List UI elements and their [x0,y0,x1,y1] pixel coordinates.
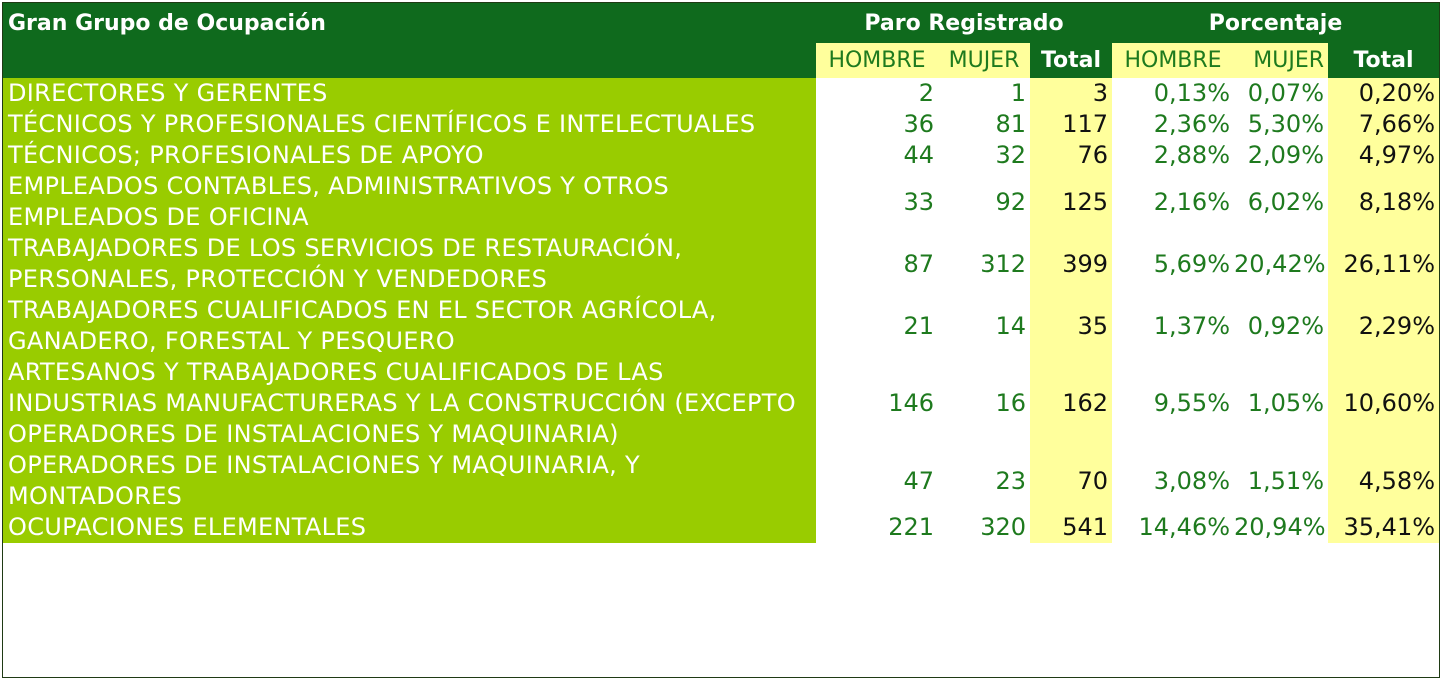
col-total: Total [1030,43,1112,78]
hombre-percent: 3,08% [1112,450,1234,512]
mujer-count: 23 [938,450,1030,512]
mujer-count: 1 [938,78,1030,109]
col-mujer-pct: MUJER [1234,43,1328,78]
occupation-name: TRABAJADORES CUALIFICADOS EN EL SECTOR AGRÍCOLA, GANADERO, FORESTAL Y PESQUERO [3,295,816,357]
hombre-count: 87 [816,233,938,295]
total-count: 35 [1030,295,1112,357]
mujer-percent: 2,09% [1234,140,1328,171]
group-paro-registrado: Paro Registrado [816,3,1112,43]
hombre-count: 36 [816,109,938,140]
mujer-percent: 1,05% [1234,357,1328,450]
total-count: 162 [1030,357,1112,450]
header-row-groups [3,3,1439,43]
mujer-percent: 6,02% [1234,171,1328,233]
col-hombre: HOMBRE [816,43,938,78]
total-count: 541 [1030,512,1112,543]
hombre-count: 47 [816,450,938,512]
col-total-pct: Total [1328,43,1439,78]
hombre-count: 146 [816,357,938,450]
table-row [3,78,1439,109]
total-percent: 2,29% [1328,295,1439,357]
table-row [3,295,1439,357]
hombre-percent: 1,37% [1112,295,1234,357]
occupation-name: TÉCNICOS Y PROFESIONALES CIENTÍFICOS E INTELECTUALES [3,109,816,140]
mujer-percent: 1,51% [1234,450,1328,512]
total-percent: 4,58% [1328,450,1439,512]
mujer-percent: 20,42% [1234,233,1328,295]
total-count: 117 [1030,109,1112,140]
mujer-percent: 0,92% [1234,295,1328,357]
occupation-name: DIRECTORES Y GERENTES [3,78,816,109]
total-percent: 4,97% [1328,140,1439,171]
occupation-name: EMPLEADOS CONTABLES, ADMINISTRATIVOS Y OTROS EMPLEADOS DE OFICINA [3,171,816,233]
occupation-name: TÉCNICOS; PROFESIONALES DE APOYO [3,140,816,171]
hombre-count: 21 [816,295,938,357]
hombre-percent: 9,55% [1112,357,1234,450]
total-count: 3 [1030,78,1112,109]
hombre-count: 44 [816,140,938,171]
group-porcentaje: Porcentaje [1112,3,1439,43]
total-percent: 10,60% [1328,357,1439,450]
occupation-name: TRABAJADORES DE LOS SERVICIOS DE RESTAURACIÓN, PERSONALES, PROTECCIÓN Y VENDEDORES [3,233,816,295]
total-count: 70 [1030,450,1112,512]
table-row [3,512,1439,543]
total-percent: 7,66% [1328,109,1439,140]
total-count: 125 [1030,171,1112,233]
mujer-count: 92 [938,171,1030,233]
mujer-count: 320 [938,512,1030,543]
table-row [3,109,1439,140]
hombre-percent: 14,46% [1112,512,1234,543]
mujer-count: 14 [938,295,1030,357]
table-row [3,140,1439,171]
table-row [3,233,1439,295]
total-count: 76 [1030,140,1112,171]
table-row [3,171,1439,233]
mujer-count: 81 [938,109,1030,140]
hombre-count: 33 [816,171,938,233]
occupation-name: OPERADORES DE INSTALACIONES Y MAQUINARIA, Y MONTADORES [3,450,816,512]
occupation-name: ARTESANOS Y TRABAJADORES CUALIFICADOS DE LAS INDUSTRIAS MANUFACTURERAS Y LA CONSTRUCCIÓN (EXCEPTO OPERADORES DE INSTALACIONES Y MAQUINARIA) [3,357,816,450]
total-percent: 26,11% [1328,233,1439,295]
header-spacer [3,43,816,78]
hombre-count: 2 [816,78,938,109]
table-title: Gran Grupo de Ocupación [3,3,816,43]
table-row [3,357,1439,450]
mujer-count: 312 [938,233,1030,295]
col-mujer: MUJER [938,43,1030,78]
hombre-percent: 2,36% [1112,109,1234,140]
total-percent: 8,18% [1328,171,1439,233]
total-percent: 0,20% [1328,78,1439,109]
table-row [3,450,1439,512]
hombre-percent: 2,16% [1112,171,1234,233]
mujer-percent: 5,30% [1234,109,1328,140]
occupation-table-container [2,2,1440,678]
occupation-name: OCUPACIONES ELEMENTALES [3,512,816,543]
hombre-percent: 0,13% [1112,78,1234,109]
col-hombre-pct: HOMBRE [1112,43,1234,78]
mujer-count: 16 [938,357,1030,450]
hombre-percent: 2,88% [1112,140,1234,171]
mujer-percent: 0,07% [1234,78,1328,109]
occupation-table [3,3,1439,543]
total-percent: 35,41% [1328,512,1439,543]
total-count: 399 [1030,233,1112,295]
hombre-count: 221 [816,512,938,543]
mujer-percent: 20,94% [1234,512,1328,543]
mujer-count: 32 [938,140,1030,171]
hombre-percent: 5,69% [1112,233,1234,295]
header-row-columns [3,43,1439,78]
